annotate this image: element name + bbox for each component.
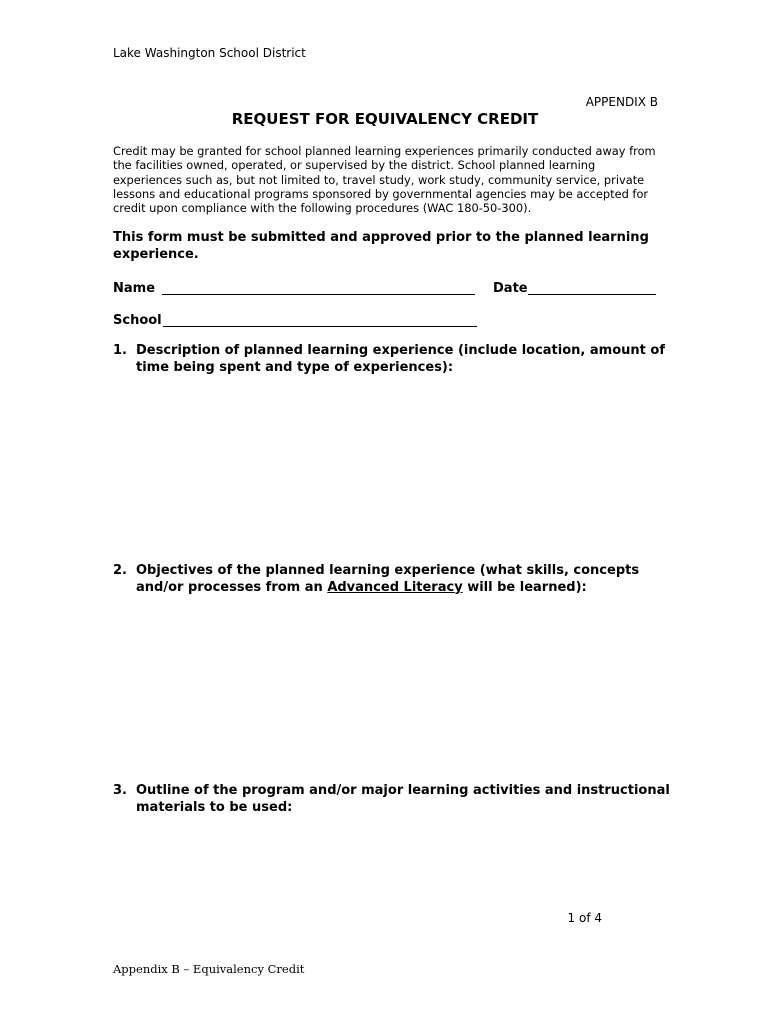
date-label: Date xyxy=(493,281,528,296)
date-field[interactable] xyxy=(528,294,656,295)
question-1 xyxy=(113,343,673,376)
submission-notice: This form must be submitted and approved prior to the planned learning experience. xyxy=(113,230,649,262)
intro-paragraph: Credit may be granted for school planned learning experiences primarily conducted away from the facilities owned, operated, or supervised by the district. School planned learning experiences such as, but not limited to, travel study, work study, community service, private lessons and educational programs sponsored by governmental agencies may be accepted for credit upon compliance with the following procedures (WAC 180-50-300). xyxy=(113,144,656,216)
name-field[interactable] xyxy=(162,294,475,295)
district-name: Lake Washington School District xyxy=(113,46,306,60)
question-3 xyxy=(113,783,673,816)
question-1-number: 1. xyxy=(113,343,127,358)
school-field[interactable] xyxy=(163,326,477,327)
document-title: REQUEST FOR EQUIVALENCY CREDIT xyxy=(231,110,539,128)
question-2-text-start: Objectives of the planned learning experience (what skills, concepts and/or processes from an xyxy=(136,563,640,595)
appendix-label: APPENDIX B xyxy=(585,95,658,109)
school-label: School xyxy=(113,313,162,328)
question-1-text: Description of planned learning experience (include location, amount of time being spent and type of experiences): xyxy=(136,343,665,375)
question-3-number: 3. xyxy=(113,783,127,798)
question-2-number: 2. xyxy=(113,563,127,578)
question-2 xyxy=(113,563,673,596)
footer-text: Appendix B – Equivalency Credit xyxy=(113,962,305,976)
question-3-text: Outline of the program and/or major learning activities and instructional materials to be used: xyxy=(136,783,670,815)
page-number: 1 of 4 xyxy=(567,911,602,925)
name-label: Name xyxy=(113,281,156,296)
question-2-text xyxy=(136,563,673,596)
advanced-literacy-link[interactable]: Advanced Literacy xyxy=(327,579,463,595)
question-2-text-end: will be learned): xyxy=(462,579,587,595)
